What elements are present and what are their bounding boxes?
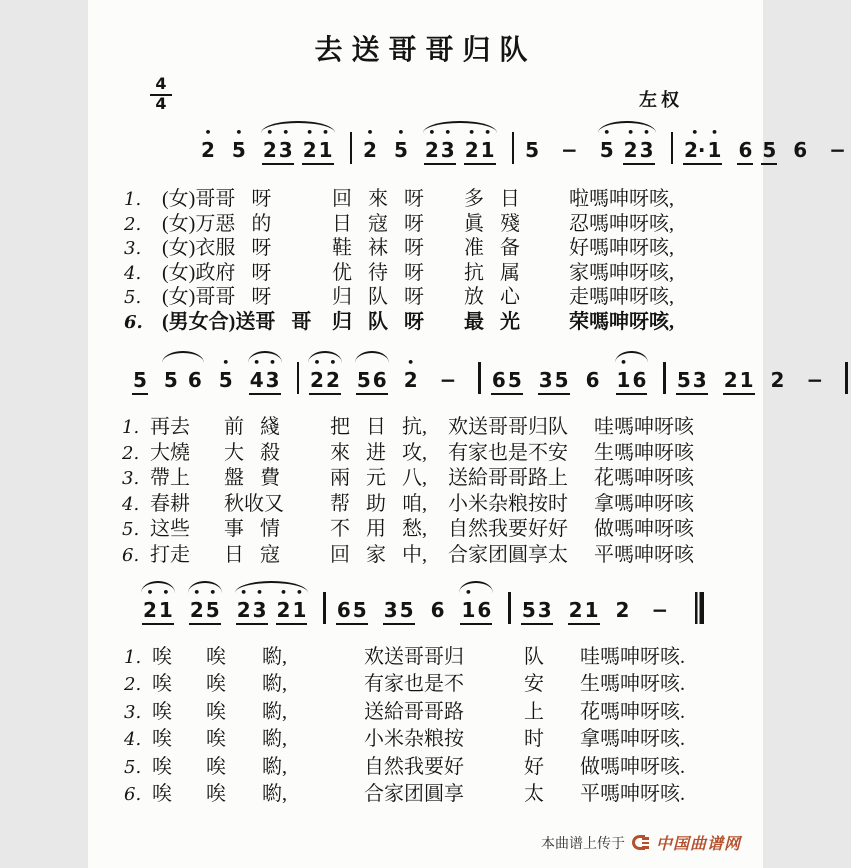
note: • 5 [599, 126, 614, 162]
verse-cell: 盤 費 [224, 467, 280, 490]
verse-cell: 送給哥哥路上 [448, 467, 568, 490]
note-group [491, 368, 523, 395]
note-group [189, 586, 221, 625]
song-title: 去送哥哥归队 [314, 35, 537, 66]
note: 3 [538, 368, 554, 395]
octave-dot: • [468, 126, 476, 139]
time-signature-denominator: 4 [155, 93, 167, 113]
note: 5 [352, 598, 368, 625]
verse-cell: 喲, [262, 782, 287, 805]
note: • 5 [218, 356, 233, 392]
verse-cell: 优 待 呀 [332, 261, 424, 284]
note: • 2 [464, 138, 480, 165]
verse-cell: 唉 [152, 728, 172, 751]
verse-cell: (女)万惡 的 [162, 212, 272, 235]
note-group [142, 586, 174, 625]
watermark-prefix: 本曲谱上传于 [540, 834, 625, 851]
verse-cell: 回 來 呀 [332, 188, 424, 210]
note: 6 [491, 368, 507, 395]
note-group [616, 356, 648, 395]
note: 2 [723, 368, 739, 395]
notation-line-2 [132, 356, 851, 402]
note: 5 [676, 368, 692, 395]
verse-cell: 唉 [206, 755, 226, 778]
note: 5 [761, 138, 777, 165]
verse-row [124, 667, 685, 694]
verse-cell: 不 用 愁, [330, 518, 427, 541]
logo-line [642, 837, 649, 840]
verse-number: 1. [122, 417, 140, 438]
verse-cell: 大 殺 [224, 441, 280, 464]
note-group [792, 138, 808, 162]
octave-dot: • [146, 586, 154, 599]
note: • 3 [252, 598, 268, 625]
verse-row [122, 487, 694, 513]
note-group [599, 126, 655, 165]
note-group [770, 368, 786, 392]
notation-line-1 [200, 126, 851, 172]
verse-cell: 自然我要好好 [448, 518, 568, 541]
octave-dot: • [484, 126, 492, 139]
note: • 2 [142, 598, 158, 625]
verse-cell: 唉 [206, 782, 226, 805]
verse-number: 5. [124, 756, 142, 778]
octave-dot: • [366, 126, 374, 139]
verse-cell: 來 进 攻, [330, 441, 427, 464]
verse-number: 6. [124, 311, 143, 333]
verse-number: 3. [122, 468, 140, 490]
verse-cell: 小米杂粮按 [364, 728, 464, 751]
verse-cell: 自然我要好 [364, 755, 464, 778]
octave-dot: • [240, 586, 248, 599]
octave-dot: • [464, 586, 472, 599]
barline [508, 592, 511, 624]
slur-arc [162, 351, 204, 363]
note-dash: − [651, 598, 669, 622]
verse-cell: 归 队 呀 [332, 286, 424, 309]
music-score-site-logo-icon [632, 835, 649, 850]
note: • 2 [403, 356, 418, 392]
barline [663, 362, 666, 394]
verse-number: 4. [122, 493, 140, 515]
verse-cell: 生嗎呻呀咳 [594, 441, 694, 464]
note: 2 [568, 598, 584, 625]
note: • 1 [158, 598, 174, 625]
verse-cell: 喲, [262, 755, 287, 778]
verse-number: 6. [122, 544, 140, 566]
verse-row [124, 231, 674, 260]
note: 6 [793, 138, 808, 162]
note: • 5 [231, 126, 246, 162]
time-signature-numerator: 4 [150, 76, 172, 96]
note: • 2 [424, 138, 440, 165]
verse-cell: 做嗎呻呀咳 [594, 518, 694, 541]
note-group [231, 126, 247, 162]
note: 5 [132, 368, 148, 395]
verse-block-1 [124, 182, 674, 333]
note: 5 [163, 368, 178, 392]
octave-dot: • [322, 126, 330, 139]
note: 6 [476, 598, 492, 625]
verse-cell: 有家也是不安 [448, 441, 568, 464]
note-group [800, 368, 829, 392]
note: 3 [692, 368, 708, 395]
note-group [683, 126, 722, 165]
octave-dot: • [428, 126, 436, 139]
verse-cell: 唉 [206, 646, 226, 668]
verse-cell: 放 心 [464, 286, 520, 309]
verse-number: 2. [124, 674, 142, 696]
verse-cell: 送給哥哥路 [364, 700, 464, 723]
verse-cell: (女)政府 呀 [162, 261, 272, 284]
verse-cell: 帶上 [150, 467, 190, 490]
note: 6 [336, 598, 352, 625]
verse-cell: 安 [524, 673, 544, 696]
note: 5 [554, 368, 570, 395]
note: • 3 [440, 138, 456, 165]
verse-cell: 唉 [206, 728, 226, 751]
note-group [362, 126, 378, 162]
octave-dot: • [209, 586, 217, 599]
verse-cell: 平嗎呻呀咳 [594, 543, 694, 566]
note-group [460, 586, 492, 625]
note-group [163, 368, 203, 392]
verse-cell: 花嗎呻呀咳 [594, 467, 694, 490]
note: • 3 [639, 138, 655, 165]
note: 2 [615, 598, 630, 622]
note-group [356, 368, 388, 395]
note-dash: − [829, 138, 846, 162]
barline [512, 132, 515, 164]
note: 6 [187, 368, 202, 392]
note-group [645, 598, 674, 622]
note-group [218, 356, 234, 392]
verse-cell: 帮 助 咱, [330, 492, 427, 515]
verse-cell: 再去 [150, 416, 190, 438]
verse-cell: 归 队 呀 [332, 310, 424, 333]
octave-dot: • [444, 126, 452, 139]
octave-dot: • [643, 126, 651, 139]
verse-cell: 准 备 [464, 237, 520, 260]
verse-cell: 荣嗎呻呀咳, [569, 310, 674, 333]
octave-dot: • [295, 586, 303, 599]
verse-cell: 太 [524, 782, 544, 805]
verse-cell: 把 日 抗, [330, 416, 427, 438]
octave-dot: • [235, 126, 243, 139]
note-group [383, 598, 415, 625]
note: • 2 [236, 598, 252, 625]
verse-cell: 秋收又 [224, 492, 284, 515]
octave-dot: • [329, 356, 337, 369]
note: • 2 [325, 368, 341, 395]
octave-dot: • [407, 356, 415, 369]
barline [350, 132, 353, 164]
verse-row [124, 256, 674, 284]
note-group [393, 126, 409, 162]
note-group [615, 598, 631, 622]
verse-cell: 合家团圓享太 [448, 543, 568, 566]
note: 1 [584, 598, 600, 625]
verse-cell: 好嗎呻呀咳, [569, 237, 674, 260]
sheet-music-page [88, 0, 846, 868]
verse-row [122, 410, 694, 436]
verse-cell: 最 光 [464, 310, 520, 333]
verse-cell: 这些 [150, 518, 190, 541]
note: • 2 [201, 126, 215, 162]
note: 5 [525, 138, 539, 162]
octave-dot: • [691, 126, 699, 139]
octave-dot: • [397, 126, 405, 139]
verse-row [122, 538, 694, 564]
note: • 2· [683, 138, 707, 165]
note: 5 [521, 598, 537, 625]
octave-dot: • [313, 356, 321, 369]
verse-cell: 喲, [262, 700, 287, 723]
octave-dot: • [253, 356, 261, 369]
verse-block-2 [122, 410, 694, 564]
note: • 1 [616, 368, 632, 395]
note-dash: − [806, 368, 824, 392]
verse-cell: 花嗎呻呀咳. [580, 700, 685, 723]
verse-cell: 唉 [152, 782, 172, 805]
note: 3 [537, 598, 553, 625]
verse-cell: (男女合)送哥 哥 [162, 310, 312, 333]
note-group [555, 138, 584, 162]
verse-cell: 拿嗎呻呀咳. [580, 728, 685, 751]
note-group [524, 138, 540, 162]
verse-cell: 事 情 [224, 518, 280, 541]
verse-number: 4. [124, 729, 142, 751]
octave-dot: • [269, 356, 277, 369]
note-group [737, 138, 777, 165]
verse-row [124, 722, 685, 749]
verse-cell: 好 [524, 755, 544, 778]
verse-row [124, 695, 685, 722]
end-barline [695, 592, 704, 624]
barline [671, 132, 674, 164]
note: 2 [770, 368, 785, 392]
note: 5 [356, 368, 372, 395]
verse-cell: 上 [524, 700, 544, 723]
note: 1 [739, 368, 755, 395]
barline [478, 362, 481, 394]
song-origin-credit: 左权 [639, 90, 683, 110]
verse-cell: 打走 [150, 543, 190, 566]
notation-line-3 [142, 586, 714, 632]
note-group [823, 138, 851, 162]
note: • 1 [480, 138, 496, 165]
octave-dot: • [162, 586, 170, 599]
verse-row [124, 207, 674, 235]
note-group [200, 126, 216, 162]
verse-row [124, 182, 674, 210]
octave-dot: • [222, 356, 230, 369]
octave-dot: • [204, 126, 212, 139]
verse-cell: 忍嗎呻呀咳, [569, 212, 674, 235]
verse-row [124, 777, 685, 804]
note: • 2 [276, 598, 292, 625]
verse-number: 3. [124, 701, 142, 723]
verse-cell: 有家也是不 [364, 673, 464, 696]
verse-number: 1. [124, 189, 142, 210]
octave-dot: • [256, 586, 264, 599]
verse-cell: 平嗎呻呀咳. [580, 782, 685, 805]
watermark-site-name: 中国曲谱网 [655, 836, 741, 853]
octave-dot: • [282, 126, 290, 139]
note: • 3 [265, 368, 281, 395]
note-group [424, 126, 496, 165]
logo-line [642, 842, 649, 845]
verse-cell: 日 寇 [224, 543, 280, 566]
verse-cell: 春耕 [150, 492, 190, 515]
note: • 2 [189, 598, 205, 625]
verse-number: 2. [124, 213, 142, 235]
note: • 5 [205, 598, 221, 625]
note: • 1 [460, 598, 476, 625]
verse-cell: 家嗎呻呀咳, [569, 261, 674, 284]
verse-row [122, 436, 694, 462]
octave-dot: • [193, 586, 201, 599]
verse-cell: 唉 [206, 673, 226, 696]
note: • 4 [249, 368, 265, 395]
verse-number: 5. [122, 519, 140, 541]
note-dash: − [439, 368, 457, 392]
note-group [434, 368, 463, 392]
verse-cell: 做嗎呻呀咳. [580, 755, 685, 778]
verse-number: 6. [124, 783, 142, 805]
note: • 2 [309, 368, 325, 395]
verse-cell: 唉 [152, 700, 172, 723]
note-group [676, 368, 708, 395]
barline [323, 592, 326, 624]
verse-cell: 啦嗎呻呀咳, [569, 188, 674, 210]
octave-dot: • [710, 126, 718, 139]
verse-number: 5. [124, 287, 142, 309]
note-group [132, 368, 148, 395]
note: • 1 [291, 598, 307, 625]
note: 6 [631, 368, 647, 395]
note-group [568, 598, 600, 625]
note-group [336, 598, 368, 625]
note-group [262, 126, 334, 165]
note: 6 [585, 368, 600, 392]
octave-dot: • [279, 586, 287, 599]
verse-cell: 前 綫 [224, 416, 280, 438]
verse-cell: 日 寇 呀 [332, 212, 424, 235]
note-group [309, 356, 341, 395]
note: • 2 [302, 138, 318, 165]
verse-row [122, 512, 694, 541]
note: 6 [372, 368, 388, 395]
verse-row [124, 280, 674, 309]
time-signature [150, 76, 172, 113]
barline [297, 362, 300, 394]
note-group [249, 356, 281, 395]
verse-cell: 唉 [152, 646, 172, 668]
verse-row [124, 305, 674, 333]
verse-cell: 唉 [206, 700, 226, 723]
verse-cell: (女)哥哥 呀 [162, 188, 272, 210]
note-group [403, 356, 419, 392]
verse-cell: 哇嗎呻呀咳 [594, 416, 694, 438]
verse-cell: 鞋 袜 呀 [332, 237, 424, 260]
verse-cell: 小米杂粮按时 [448, 492, 568, 515]
verse-cell: 唉 [152, 673, 172, 696]
note: 5 [399, 598, 415, 625]
end-barline [845, 362, 848, 394]
logo-line [642, 846, 649, 849]
verse-number: 2. [122, 442, 140, 464]
octave-dot: • [266, 126, 274, 139]
note: 3 [383, 598, 399, 625]
slur-arc [355, 351, 389, 363]
note: • 3 [278, 138, 294, 165]
verse-number: 4. [124, 262, 142, 284]
verse-cell: 喲, [262, 728, 287, 751]
octave-dot: • [627, 126, 635, 139]
verse-row [124, 750, 685, 777]
verse-cell: 合家团圓享 [364, 782, 464, 805]
note-group [521, 598, 553, 625]
verse-number: 1. [124, 647, 142, 668]
verse-cell: 生嗎呻呀咳. [580, 673, 685, 696]
note: • 2 [363, 126, 377, 162]
verse-cell: 兩 元 八, [330, 467, 427, 490]
verse-cell: 时 [524, 728, 544, 751]
note: • 2 [623, 138, 639, 165]
verse-cell: 欢送哥哥归队 [448, 416, 568, 438]
octave-dot: • [619, 356, 627, 369]
verse-cell: 唉 [152, 755, 172, 778]
verse-cell: 抗 属 [464, 261, 520, 284]
verse-number: 3. [124, 238, 142, 260]
verse-cell: 多 日 [464, 188, 520, 210]
note-group [236, 586, 308, 625]
verse-cell: 大燒 [150, 441, 190, 464]
octave-dot: • [306, 126, 314, 139]
verse-cell: 队 [524, 646, 544, 668]
verse-row [124, 640, 685, 667]
note: 6 [737, 138, 753, 165]
note: • 1 [318, 138, 334, 165]
verse-cell: 欢送哥哥归 [364, 646, 464, 668]
verse-cell: (女)哥哥 呀 [162, 286, 272, 309]
verse-cell: 回 家 中, [330, 543, 427, 566]
note: 6 [430, 598, 445, 622]
watermark-footer [541, 831, 741, 854]
verse-cell: 眞 殘 [464, 212, 520, 235]
verse-cell: 走嗎呻呀咳, [569, 286, 674, 309]
note-group [585, 368, 601, 392]
note: • 5 [393, 126, 408, 162]
note-dash: − [560, 138, 578, 162]
octave-dot: • [603, 126, 611, 139]
note-group [538, 368, 570, 395]
note: • 2 [262, 138, 278, 165]
verse-cell: 喲, [262, 673, 287, 696]
note-group [723, 368, 755, 395]
verse-cell: 喲, [262, 646, 287, 668]
verse-cell: (女)衣服 呀 [162, 237, 272, 260]
note: 5 [507, 368, 523, 395]
verse-cell: 拿嗎呻呀咳 [594, 492, 694, 515]
verse-block-3 [124, 640, 685, 804]
note-group [430, 598, 446, 622]
verse-row [122, 461, 694, 490]
note: • 1 [707, 138, 723, 165]
verse-cell: 哇嗎呻呀咳. [580, 646, 685, 668]
